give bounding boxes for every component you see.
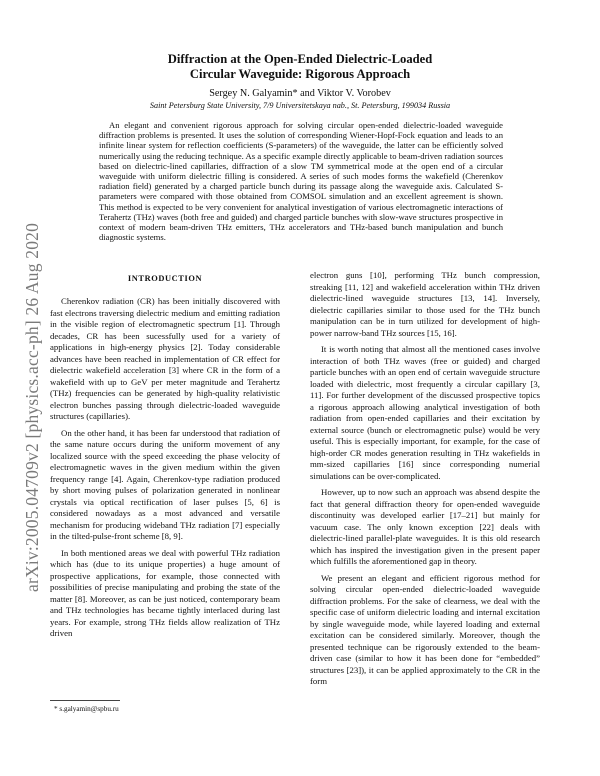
- paragraph: However, up to now such an approach was absend despite the fact that general diffraction theory for open-ended waveguide discontinuity was developed earlier [17–21] but mainly for vacuum case. The only known exception [22] deals with dielectric-lined parallel-plate waveguides. It is this old research which has inspired the investigation given in the present paper which fulfills the aforementioned gap in theory.: [310, 487, 540, 566]
- paper-title-line-2: Circular Waveguide: Rigorous Approach: [189, 67, 411, 81]
- paper-authors: Sergey N. Galyamin* and Viktor V. Vorobev: [209, 88, 391, 99]
- paragraph: We present an elegant and efficient rigorous method for solving circular open-ended dielectric-loaded waveguide diffraction problems. For the sake of clearness, we deal with the specific case of uniform dielectric loading and internal excitation by single waveguide mode, while layered loading and external excitation can be considered similarly. Moreover, though the presented technique can be rigorously extended to the beam-driven case (similar to how it has been done for “embedded” structures [23]), it can be applied approximately to the CR in the form: [310, 572, 540, 686]
- paper-title-line-1: Diffraction at the Open-Ended Dielectric-Loaded: [167, 52, 433, 66]
- paper-title: [110, 52, 490, 82]
- paragraph: electron guns [10], performing THz bunch compression, streaking [11, 12] and wakefield acceleration within THz driven dielectric-lined waveguide structures [13, 14]. Inversely, dielectric capillaries similar to those used for the THz bunch manipulation can be in turn utilized for development of high-power narrow-band THz sources [15, 16].: [310, 270, 540, 338]
- paragraph: In both mentioned areas we deal with powerful THz radiation which has (due to its unique properties) a huge amount of prospective applications, for example, those connected with possibilities of precise manipulating and probing the state of the matter [8]. Moreover, as can be just noticed, contemporary beam and THz technologies has became tightly interlaced during last years. For example, strong THz fields allow realization of THz driven: [50, 547, 280, 638]
- abstract: An elegant and convenient rigorous approach for solving circular open-ended dielectric-loaded waveguide diffraction problems is presented. It uses the solution of corresponding Wiener-Hopf-Fock equation and leads to an infinite linear system for reflection coefficients (S-parameters) of the waveguide, the latter can be efficiently solved numerically using the reducing technique. As a specific example directly applicable to beam-driven radiation sources based on dielectric-lined capillaries, diffraction of a slow TM symmetrical mode at the open end of a circular waveguide with uniform dielectric filling is considered. A series of such modes forms the wakefield (Cherenkov radiation field) generated by a charged particle bunch during its passage along the waveguide axis. Calculated S-parameters were compared with those obtained from COMSOL simulation and an excellent agreement is shown. This method is expected to be very convenient for analytical investigation of various electromagnetic interactions of Terahertz (THz) waves (both free and guided) and charged particle bunches with slow-wave structures prospective in context of modern beam-driven THz emitters, THz accelerators and THz-based bunch manipulation and bunch diagnostic systems.: [99, 120, 503, 243]
- right-column: [310, 270, 540, 693]
- author-email-footnote: * s.galyamin@spbu.ru: [54, 705, 119, 713]
- paper-affiliation: Saint Petersburg State University, 7/9 Universitetskaya nab., St. Petersburg, 199034 Russia: [149, 101, 451, 110]
- paragraph: Cherenkov radiation (CR) has been initially discovered with fast electrons traversing dielectric medium and emitting radiation in the visible region of electromagnetic spectrum [1]. Through decades, CR has been sucessfully used for a variety of applications in high-energy physics [2]. Today considerable advances have been reached in implementation of CR effect for dielectric wakefield acceleration [3] where CR in the form of a wakefield with up to GeV per meter magnitude and Terahertz (THz) frequencies can be generated by high-quality relativistic electron bunches passing through dielectric-loaded waveguide structures (capillaries).: [50, 296, 280, 421]
- footnote-divider: [50, 700, 120, 701]
- section-heading-introduction: INTRODUCTION: [127, 274, 203, 283]
- arxiv-identifier-stamp: arXiv:2005.04709v2 [physics.acc-ph] 26 Aug 2020: [22, 222, 42, 592]
- paragraph: On the other hand, it has been far understood that radiation of the same nature occurs during the uniform movement of any localized source with the speed exceeding the phase velocity of electromagnetic waves in the given medium within the given frequency range [4]. Again, Cherenkov-type radiation produced by short moving pulses of polarization generated in nonlinear crystals via optical rectification of laser pulses [5, 6] is considered nowadays as a most advanced and versatile mechanism for producing wideband THz radiation [7] especially in the tilted-pulse-front scheme [8, 9].: [50, 427, 280, 541]
- paragraph: It is worth noting that almost all the mentioned cases involve interaction of both THz waves (free or guided) and charged particle bunches with an open end of certain waveguide structure loaded with dielectric, most frequently a circular capillary [3, 11]. For further development of the discussed prospective topics a rigorous approach allowing analytical investigation of both radiation from open-ended capillaries and their excitation by external source (bunch or electromagnetic pulse) would be very useful. This is especially important, for example, for the case of high-order CR modes generation resulting in THz wakefields in mm-sized capillaries [16] since corresponding numerial simulations can be over-complicated.: [310, 344, 540, 481]
